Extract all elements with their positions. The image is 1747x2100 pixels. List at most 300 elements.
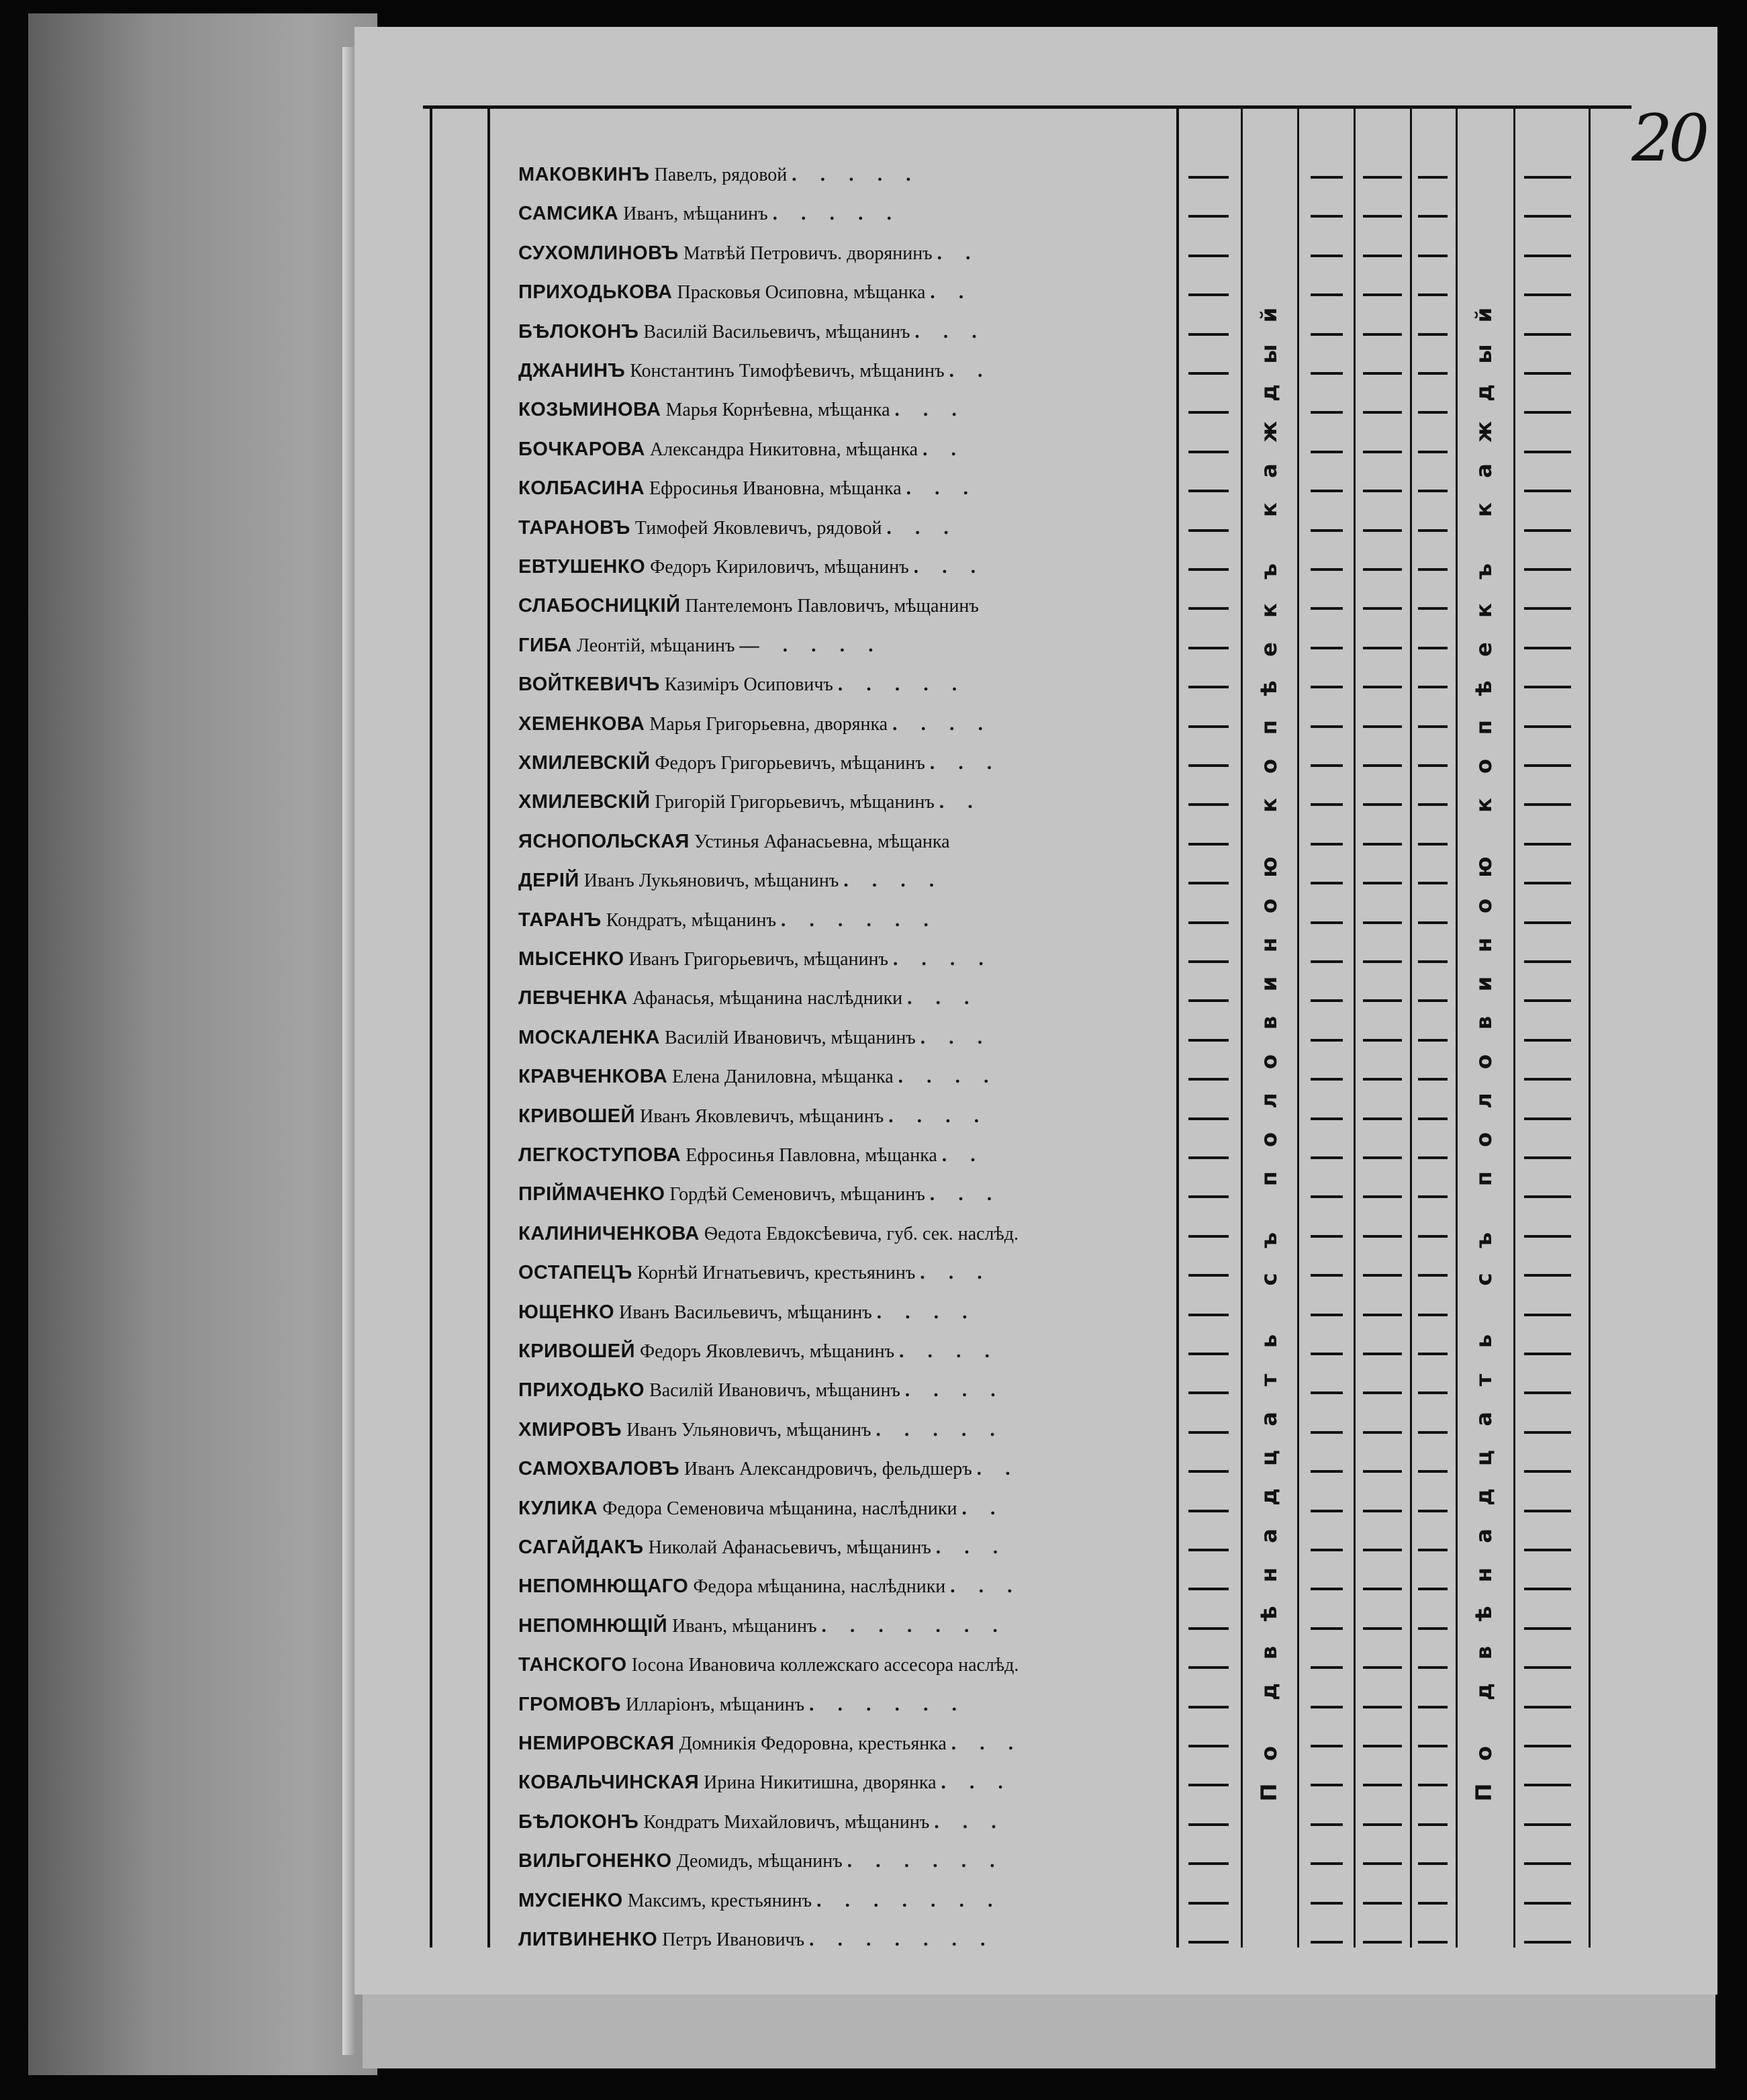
- dash-mark: [1188, 1847, 1229, 1874]
- dash-line: [1188, 1666, 1229, 1669]
- dash-mark: [1311, 436, 1343, 463]
- dash-mark: [1188, 1063, 1229, 1090]
- dash-mark: [1418, 907, 1448, 933]
- dash-mark: [1363, 592, 1402, 619]
- dash-line: [1188, 1391, 1229, 1394]
- dash-line: [1188, 1510, 1229, 1512]
- rule-left-outer: [430, 107, 432, 1948]
- ledger-entry: [518, 1809, 1183, 1835]
- dash-mark: [1188, 1338, 1229, 1365]
- dash-line: [1311, 1039, 1343, 1042]
- dash-line: [1188, 176, 1229, 179]
- entry-leader-dots: . . .: [950, 1576, 1022, 1598]
- ledger-entry: [518, 749, 1183, 776]
- dash-mark: [1524, 1024, 1571, 1051]
- dash-mark: [1363, 200, 1402, 227]
- dash-line: [1311, 333, 1343, 336]
- entry-details: Устинья Афанасьевна, мѣщанка: [689, 831, 950, 852]
- dash-line: [1524, 255, 1571, 257]
- dash-mark: [1311, 200, 1343, 227]
- dash-line: [1363, 1588, 1402, 1590]
- entry-surname: НЕПОМНЮЩАГО: [518, 1576, 689, 1598]
- dash-mark: [1363, 1338, 1402, 1365]
- dash-mark: [1363, 828, 1402, 855]
- dash-line: [1311, 215, 1343, 218]
- entry-leader-dots: . . .: [951, 1733, 1023, 1754]
- dash-line: [1363, 1549, 1402, 1551]
- dash-mark: [1363, 632, 1402, 659]
- dash-line: [1524, 1391, 1571, 1394]
- dash-line: [1418, 1706, 1448, 1708]
- dash-mark: [1363, 318, 1402, 345]
- dash-mark: [1524, 828, 1571, 855]
- dash-mark: [1363, 161, 1402, 188]
- dash-mark: [1188, 475, 1229, 502]
- dash-mark: [1363, 1181, 1402, 1207]
- dash-mark: [1188, 1103, 1229, 1130]
- entry-leader-dots: . . . .: [899, 1340, 999, 1362]
- entry-details: Григорій Григорьевичъ, мѣщанинъ: [650, 792, 939, 813]
- entry-surname: ЛЕВЧЕНКА: [518, 987, 628, 1009]
- dash-mark: [1363, 788, 1402, 815]
- dash-line: [1524, 1549, 1571, 1551]
- ledger-entry: [518, 396, 1183, 423]
- dash-line: [1188, 1941, 1229, 1944]
- entry-details: Василій Ивановичъ, мѣщанинъ: [645, 1380, 905, 1402]
- dash-line: [1524, 1470, 1571, 1473]
- dash-mark: [1418, 1142, 1448, 1169]
- entry-leader-dots: . . .: [886, 516, 958, 539]
- dash-line: [1363, 1431, 1402, 1434]
- dash-mark: [1363, 1534, 1402, 1561]
- entry-leader-dots: . . .: [913, 556, 986, 578]
- dash-mark: [1418, 1103, 1448, 1130]
- dash-line: [1363, 1902, 1402, 1905]
- dash-mark: [1363, 749, 1402, 776]
- ledger-entry: [518, 1769, 1183, 1796]
- dash-mark: [1188, 828, 1229, 855]
- dash-mark: [1418, 867, 1448, 894]
- dash-line: [1188, 1627, 1229, 1630]
- dash-mark: [1524, 514, 1571, 541]
- ledger-entry: [518, 1181, 1183, 1207]
- entry-leader-dots: . . . . .: [876, 1418, 1004, 1441]
- entry-details: Гордѣй Семеновичъ, мѣщанинъ: [665, 1184, 930, 1205]
- dash-line: [1188, 1549, 1229, 1551]
- dash-mark: [1311, 1847, 1343, 1874]
- dash-mark: [1418, 1259, 1448, 1286]
- dash-mark: [1311, 671, 1343, 698]
- entry-details: Афанасья, мѣщанина наслѣдники: [627, 988, 908, 1009]
- dash-line: [1418, 921, 1448, 924]
- dash-line: [1311, 1117, 1343, 1120]
- dash-mark: [1418, 632, 1448, 659]
- dash-line: [1363, 1627, 1402, 1630]
- ledger-entry: [518, 1377, 1183, 1404]
- dash-mark: [1363, 946, 1402, 972]
- dash-mark: [1188, 1495, 1229, 1522]
- dash-line: [1188, 999, 1229, 1002]
- dash-mark: [1363, 1024, 1402, 1051]
- entry-details: Тимофей Яковлевичъ, рядовой: [630, 517, 887, 539]
- dash-line: [1524, 1353, 1571, 1355]
- dash-mark: [1418, 1809, 1448, 1835]
- ledger-entry: [518, 240, 1183, 267]
- dash-line: [1311, 1156, 1343, 1159]
- dash-line: [1524, 803, 1571, 806]
- dash-line: [1363, 1156, 1402, 1159]
- rule-col-4: [1354, 107, 1356, 1948]
- dash-line: [1418, 1588, 1448, 1590]
- ledger-entry: [518, 985, 1183, 1011]
- dash-line: [1363, 451, 1402, 453]
- dash-mark: [1418, 475, 1448, 502]
- dash-mark: [1363, 1259, 1402, 1286]
- entry-surname: КАЛИНИЧЕНКОВА: [518, 1222, 700, 1244]
- entry-details: Василій Васильевичъ, мѣщанинъ: [639, 321, 915, 343]
- dash-mark: [1188, 1024, 1229, 1051]
- entry-surname: СУХОМЛИНОВЪ: [518, 242, 679, 264]
- dash-mark: [1363, 1730, 1402, 1757]
- entry-details: Петръ Ивановичъ: [657, 1929, 810, 1950]
- dash-line: [1188, 647, 1229, 649]
- dash-line: [1418, 960, 1448, 963]
- ledger-entry: [518, 592, 1183, 619]
- vertical-note-left: й ы д ж а к ъ к е ѣ п о к ю о н и в о л о п ъ с ь т а ц д а н ѣ в д о П: [1256, 307, 1282, 1802]
- dash-mark: [1524, 1691, 1571, 1718]
- ledger-entry: [518, 200, 1183, 227]
- dash-line: [1363, 921, 1402, 924]
- entry-surname: ГРОМОВЪ: [518, 1693, 621, 1715]
- entry-surname: ОСТАПЕЦЪ: [518, 1262, 632, 1284]
- dash-line: [1188, 293, 1229, 296]
- ledger-entry: [518, 1416, 1183, 1443]
- dash-mark: [1311, 318, 1343, 345]
- dash-line: [1363, 1941, 1402, 1944]
- entry-leader-dots: . . .: [920, 1026, 992, 1048]
- dash-mark: [1188, 436, 1229, 463]
- dash-mark: [1188, 1299, 1229, 1326]
- dash-mark: [1418, 514, 1448, 541]
- dash-mark: [1363, 1495, 1402, 1522]
- dash-line: [1418, 1274, 1448, 1277]
- dash-mark: [1524, 1926, 1571, 1953]
- rule-name-column-left: [487, 107, 490, 1948]
- dash-mark: [1311, 1926, 1343, 1953]
- dash-mark: [1311, 867, 1343, 894]
- ledger-entry: [518, 1691, 1183, 1718]
- entry-details: Иванъ, мѣщанинъ: [667, 1615, 822, 1637]
- dash-mark: [1363, 1809, 1402, 1835]
- entry-details: Ѳедота Евдоксѣевича, губ. сек. наслѣд.: [699, 1223, 1019, 1244]
- ledger-entry: [518, 1338, 1183, 1365]
- ledger-entry: [518, 1142, 1183, 1169]
- dash-line: [1188, 372, 1229, 375]
- dash-line: [1418, 1353, 1448, 1355]
- ledger-entry: [518, 867, 1183, 894]
- dash-mark: [1311, 1063, 1343, 1090]
- dash-line: [1418, 1549, 1448, 1551]
- dash-mark: [1418, 1024, 1448, 1051]
- dash-line: [1418, 411, 1448, 414]
- entry-surname: ХМИЛЕВСКІЙ: [518, 752, 651, 774]
- dash-mark: [1418, 749, 1448, 776]
- dash-line: [1188, 764, 1229, 767]
- entry-surname: ДЖАНИНЪ: [518, 360, 626, 381]
- dash-line: [1418, 1941, 1448, 1944]
- dash-line: [1363, 529, 1402, 532]
- dash-mark: [1524, 1534, 1571, 1561]
- rule-col-5: [1410, 107, 1412, 1948]
- entry-surname: КОВАЛЬЧИНСКАЯ: [518, 1772, 700, 1794]
- dash-line: [1418, 843, 1448, 846]
- ledger-entry: [518, 553, 1183, 580]
- dash-line: [1418, 803, 1448, 806]
- dash-mark: [1418, 1926, 1448, 1953]
- ledger-entry: [518, 1847, 1183, 1874]
- dash-mark: [1188, 1651, 1229, 1678]
- dash-line: [1311, 1470, 1343, 1473]
- dash-mark: [1188, 1416, 1229, 1443]
- dash-mark: [1188, 514, 1229, 541]
- entry-leader-dots: . . . .: [888, 1105, 988, 1127]
- dash-mark: [1418, 357, 1448, 384]
- entry-leader-dots: . .: [939, 791, 982, 813]
- dash-mark: [1363, 279, 1402, 306]
- dash-line: [1524, 1902, 1571, 1905]
- dash-line: [1524, 1156, 1571, 1159]
- entry-details: Корнѣй Игнатьевичъ, крестьянинъ: [632, 1263, 920, 1284]
- dash-line: [1363, 1353, 1402, 1355]
- dash-mark: [1188, 1573, 1229, 1600]
- dash-line: [1311, 1784, 1343, 1786]
- dash-mark: [1524, 1495, 1571, 1522]
- dash-line: [1311, 1510, 1343, 1512]
- entry-details: Николай Афанасьевичъ, мѣщанинъ: [643, 1537, 936, 1558]
- dash-mark: [1311, 1769, 1343, 1796]
- dash-mark: [1524, 1142, 1571, 1169]
- dash-line: [1418, 1235, 1448, 1238]
- entry-leader-dots: . . .: [907, 987, 979, 1009]
- entry-surname: ВОЙТКЕВИЧЪ: [518, 674, 660, 696]
- entry-details: Кондратъ Михайловичъ, мѣщанинъ: [639, 1811, 935, 1833]
- dash-mark: [1188, 985, 1229, 1011]
- entry-details: Иванъ Александровичъ, фельдшеръ: [679, 1459, 977, 1480]
- ledger-entry: [518, 711, 1183, 737]
- dash-mark: [1363, 396, 1402, 423]
- dash-mark: [1188, 553, 1229, 580]
- dash-mark: [1311, 1651, 1343, 1678]
- dash-mark: [1188, 357, 1229, 384]
- dash-line: [1418, 725, 1448, 728]
- entry-surname: ЕВТУШЕНКО: [518, 556, 646, 578]
- entry-surname: ЮЩЕНКО: [518, 1301, 615, 1323]
- dash-line: [1418, 1156, 1448, 1159]
- dash-mark: [1524, 671, 1571, 698]
- dash-mark: [1363, 907, 1402, 933]
- dash-line: [1188, 1706, 1229, 1708]
- dash-line: [1188, 607, 1229, 610]
- dash-mark: [1311, 1495, 1343, 1522]
- dash-mark: [1188, 200, 1229, 227]
- dash-mark: [1363, 1063, 1402, 1090]
- dash-line: [1188, 1078, 1229, 1081]
- dash-line: [1363, 1784, 1402, 1786]
- dash-line: [1188, 451, 1229, 453]
- entry-leader-dots: . .: [961, 1497, 1005, 1519]
- dash-mark: [1311, 828, 1343, 855]
- dash-mark: [1188, 1259, 1229, 1286]
- dash-mark: [1418, 1887, 1448, 1914]
- dash-mark: [1311, 1887, 1343, 1914]
- dash-line: [1363, 215, 1402, 218]
- dash-mark: [1363, 357, 1402, 384]
- entry-details: Иванъ Ульяновичъ, мѣщанинъ: [622, 1419, 876, 1441]
- dash-mark: [1524, 788, 1571, 815]
- entry-details: Федоръ Яковлевичъ, мѣщанинъ: [635, 1341, 900, 1362]
- dash-line: [1311, 882, 1343, 884]
- dash-line: [1311, 372, 1343, 375]
- entry-leader-dots: . . . . . . .: [821, 1614, 1007, 1637]
- dash-line: [1363, 1235, 1402, 1238]
- dash-line: [1363, 686, 1402, 688]
- dash-line: [1188, 1235, 1229, 1238]
- ledger-entry: [518, 828, 1183, 855]
- dash-line: [1524, 490, 1571, 492]
- dash-mark: [1311, 1220, 1343, 1247]
- entry-surname: КРИВОШЕЙ: [518, 1105, 635, 1127]
- entry-details: Павелъ, рядовой: [649, 165, 792, 185]
- entry-details: Ефросинья Павловна, мѣщанка: [681, 1145, 942, 1166]
- entry-details: Федора мѣщанина, наслѣдники: [688, 1576, 951, 1598]
- dash-mark: [1418, 1063, 1448, 1090]
- entry-leader-dots: . . . .: [893, 948, 993, 970]
- entry-details: Ирина Никитишна, дворянка: [699, 1772, 941, 1794]
- dash-line: [1418, 1745, 1448, 1747]
- dash-line: [1188, 411, 1229, 414]
- dash-line: [1363, 1195, 1402, 1198]
- dash-mark: [1418, 788, 1448, 815]
- dash-mark: [1524, 1377, 1571, 1404]
- entry-leader-dots: . . . . . .: [781, 909, 938, 931]
- dash-mark: [1311, 749, 1343, 776]
- dash-mark: [1188, 788, 1229, 815]
- dash-line: [1524, 372, 1571, 375]
- dash-line: [1363, 647, 1402, 649]
- entry-leader-dots: . .: [941, 1144, 985, 1166]
- dash-mark: [1188, 1612, 1229, 1639]
- entry-surname: САМСИКА: [518, 203, 619, 225]
- entry-surname: МУСІЕНКО: [518, 1889, 623, 1911]
- dash-line: [1311, 1549, 1343, 1551]
- dash-mark: [1188, 1220, 1229, 1247]
- dash-line: [1524, 1823, 1571, 1826]
- dash-mark: [1524, 1181, 1571, 1207]
- dash-mark: [1311, 1259, 1343, 1286]
- entry-surname: МАКОВКИНЪ: [518, 164, 650, 185]
- entry-details: Федора Семеновича мѣщанина, наслѣдники: [598, 1498, 962, 1519]
- dash-mark: [1524, 1887, 1571, 1914]
- dash-line: [1311, 803, 1343, 806]
- dash-line: [1311, 1391, 1343, 1394]
- entry-surname: ХЕМЕНКОВА: [518, 713, 645, 735]
- dash-mark: [1188, 1887, 1229, 1914]
- dash-mark: [1188, 671, 1229, 698]
- dash-line: [1188, 1117, 1229, 1120]
- dash-mark: [1363, 1573, 1402, 1600]
- entry-details: Иванъ Григорьевичъ, мѣщанинъ: [624, 949, 894, 970]
- dash-mark: [1311, 475, 1343, 502]
- rule-col-2: [1241, 107, 1243, 1948]
- dash-line: [1188, 882, 1229, 884]
- dash-mark: [1363, 1887, 1402, 1914]
- dash-line: [1418, 1510, 1448, 1512]
- ledger-entry: [518, 1455, 1183, 1482]
- entry-details: Деомидъ, мѣщанинъ: [671, 1851, 847, 1872]
- dash-line: [1188, 1314, 1229, 1316]
- entry-leader-dots: . . . .: [904, 1379, 1005, 1402]
- dash-mark: [1418, 1769, 1448, 1796]
- dash-mark: [1363, 1377, 1402, 1404]
- dash-line: [1418, 764, 1448, 767]
- ledger-entry: [518, 1730, 1183, 1757]
- ledger-entry: [518, 161, 1183, 188]
- page-edge: [342, 47, 355, 2055]
- dash-mark: [1418, 1338, 1448, 1365]
- dash-line: [1418, 255, 1448, 257]
- dash-line: [1524, 568, 1571, 571]
- dash-mark: [1524, 436, 1571, 463]
- dash-line: [1363, 999, 1402, 1002]
- dash-mark: [1311, 357, 1343, 384]
- dash-line: [1363, 1706, 1402, 1708]
- dash-line: [1311, 1274, 1343, 1277]
- entry-surname: ТАРАНОВЪ: [518, 516, 630, 539]
- entry-details: Марья Корнѣевна, мѣщанка: [661, 400, 895, 421]
- dash-line: [1524, 1862, 1571, 1865]
- dash-line: [1363, 255, 1402, 257]
- dash-mark: [1188, 396, 1229, 423]
- dash-line: [1524, 293, 1571, 296]
- dash-line: [1524, 686, 1571, 688]
- entry-leader-dots: . . .: [906, 477, 978, 500]
- dash-mark: [1188, 1377, 1229, 1404]
- dash-mark: [1418, 1181, 1448, 1207]
- dash-mark: [1188, 1809, 1229, 1835]
- dash-mark: [1418, 711, 1448, 737]
- dash-line: [1311, 1314, 1343, 1316]
- dash-mark: [1188, 1455, 1229, 1482]
- dash-line: [1418, 1862, 1448, 1865]
- dash-mark: [1418, 592, 1448, 619]
- dash-line: [1524, 529, 1571, 532]
- dash-line: [1188, 1039, 1229, 1042]
- entry-surname: ДЕРІЙ: [518, 870, 579, 892]
- entry-details: Іосона Ивановича коллежскаго ассесора наслѣд.: [626, 1655, 1019, 1676]
- dash-line: [1524, 1706, 1571, 1708]
- dash-line: [1363, 1078, 1402, 1081]
- dash-line: [1524, 764, 1571, 767]
- dash-line: [1188, 725, 1229, 728]
- entry-details: Домникія Федоровна, крестьянка: [674, 1733, 951, 1754]
- dash-mark: [1363, 1220, 1402, 1247]
- dash-mark: [1418, 1416, 1448, 1443]
- dash-line: [1188, 568, 1229, 571]
- dash-mark: [1311, 1455, 1343, 1482]
- entry-details: Пантелемонъ Павловичъ, мѣщанинъ: [680, 596, 979, 617]
- entry-details: Федоръ Григорьевичъ, мѣщанинъ: [650, 753, 930, 774]
- dash-mark: [1188, 1181, 1229, 1207]
